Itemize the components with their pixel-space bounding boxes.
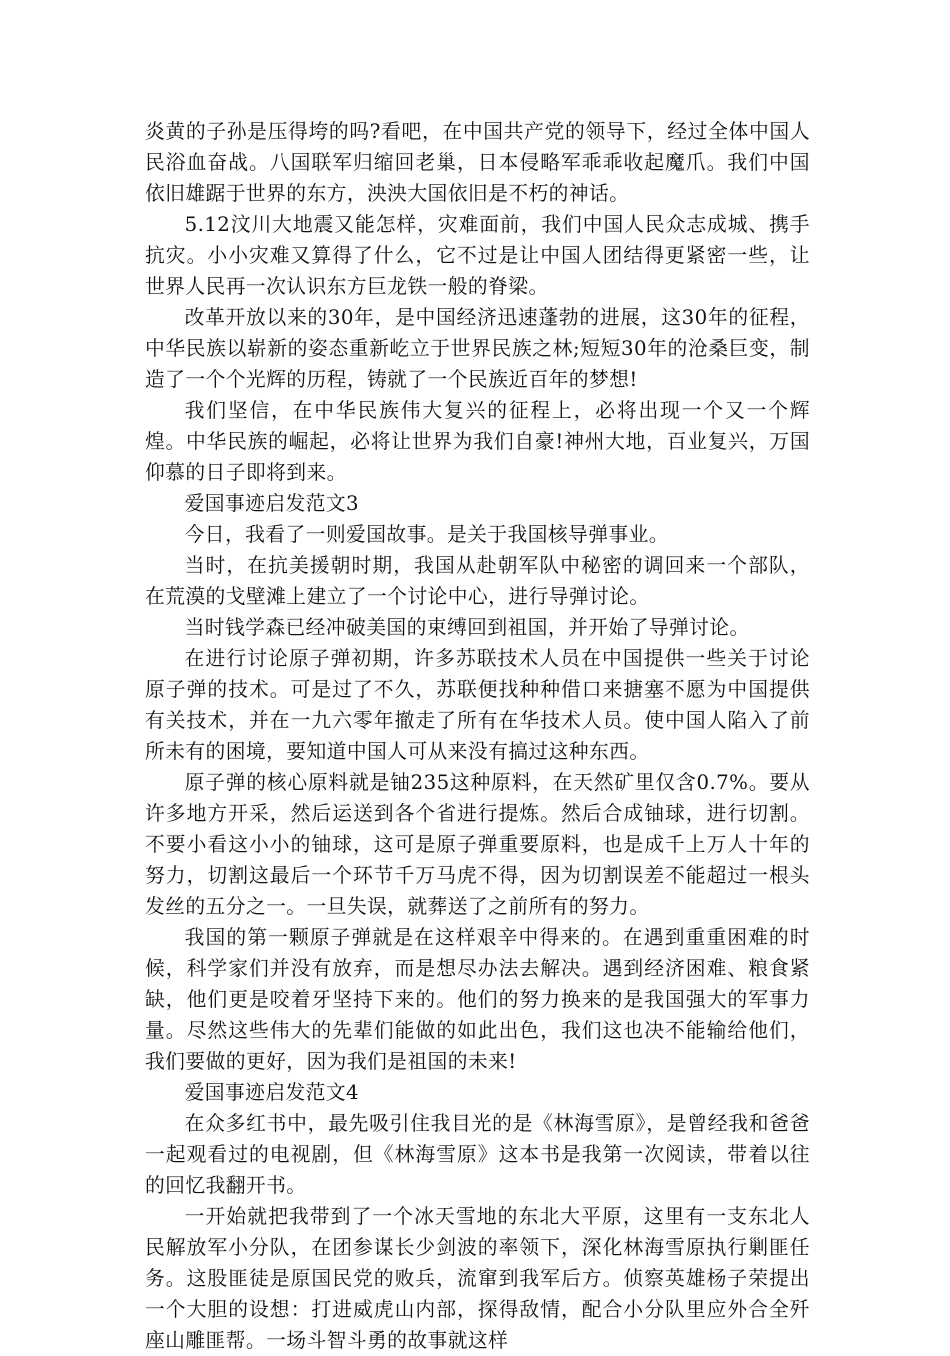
paragraph: 在众多红书中，最先吸引住我目光的是《林海雪原》，是曾经我和爸爸一起观看过的电视剧，但《林海雪原》这本书是我第一次阅读，带着以往的回忆我翻开书。	[145, 1112, 810, 1197]
paragraph: 炎黄的子孙是压得垮的吗?看吧，在中国共产党的领导下，经过全体中国人民浴血奋战。八国联军归缩回老巢，日本侵略军乖乖收起魔爪。我们中国依旧雄踞于世界的东方，泱泱大国依旧是不朽的神话。	[145, 120, 810, 205]
paragraph: 一开始就把我带到了一个冰天雪地的东北大平原，这里有一支东北人民解放军小分队，在团参谋长少剑波的率领下，深化林海雪原执行剿匪任务。这股匪徒是原国民党的败兵，流窜到我军后方。侦察英雄杨子荣提出一个大胆的设想：打进威虎山内部，探得敌情，配合小分队里应外合全歼座山雕匪帮。一场斗智斗勇的故事就这样	[145, 1205, 810, 1352]
document-body	[145, 116, 810, 1356]
paragraph: 原子弹的核心原料就是铀235这种原料，在天然矿里仅含0.7%。要从许多地方开采，然后运送到各个省进行提炼。然后合成铀球，进行切割。不要小看这小小的铀球，这可是原子弹重要原料，也是成千上万人十年的努力，切割这最后一个环节千万马虎不得，因为切割误差不能超过一根头发丝的五分之一。一旦失误，就葬送了之前所有的努力。	[145, 771, 810, 918]
paragraph: 今日，我看了一则爱国故事。是关于我国核导弹事业。	[184, 523, 669, 546]
paragraph: 5.12汶川大地震又能怎样，灾难面前，我们中国人民众志成城、携手抗灾。小小灾难又算得了什么，它不过是让中国人团结得更紧密一些，让世界人民再一次认识东方巨龙铁一般的脊梁。	[145, 213, 810, 298]
section-heading: 爱国事迹启发范文4	[184, 1081, 360, 1104]
section-heading: 爱国事迹启发范文3	[184, 492, 360, 515]
paragraph: 改革开放以来的30年，是中国经济迅速蓬勃的进展，这30年的征程，中华民族以崭新的姿态重新屹立于世界民族之林;短短30年的沧桑巨变，制造了一个个光辉的历程，铸就了一个民族近百年的梦想!	[145, 306, 810, 391]
paragraph: 我们坚信，在中华民族伟大复兴的征程上，必将出现一个又一个辉煌。中华民族的崛起，必将让世界为我们自豪!神州大地，百业复兴，万国仰慕的日子即将到来。	[145, 399, 810, 484]
paragraph: 当时钱学森已经冲破美国的束缚回到祖国，并开始了导弹讨论。	[184, 616, 750, 639]
paragraph: 我国的第一颗原子弹就是在这样艰辛中得来的。在遇到重重困难的时候，科学家们并没有放弃，而是想尽办法去解决。遇到经济困难、粮食紧缺，他们更是咬着牙坚持下来的。他们的努力换来的是我国强大的军事力量。尽然这些伟大的先辈们能做的如此出色，我们这也决不能输给他们，我们要做的更好，因为我们是祖国的未来!	[145, 926, 810, 1073]
paragraph: 当时，在抗美援朝时期，我国从赴朝军队中秘密的调回来一个部队，在荒漠的戈壁滩上建立了一个讨论中心，进行导弹讨论。	[145, 554, 810, 608]
paragraph: 在进行讨论原子弹初期，许多苏联技术人员在中国提供一些关于讨论原子弹的技术。可是过了不久，苏联便找种种借口来搪塞不愿为中国提供有关技术，并在一九六零年撤走了所有在华技术人员。使中国人陷入了前所未有的困境，要知道中国人可从来没有搞过这种东西。	[145, 647, 810, 763]
